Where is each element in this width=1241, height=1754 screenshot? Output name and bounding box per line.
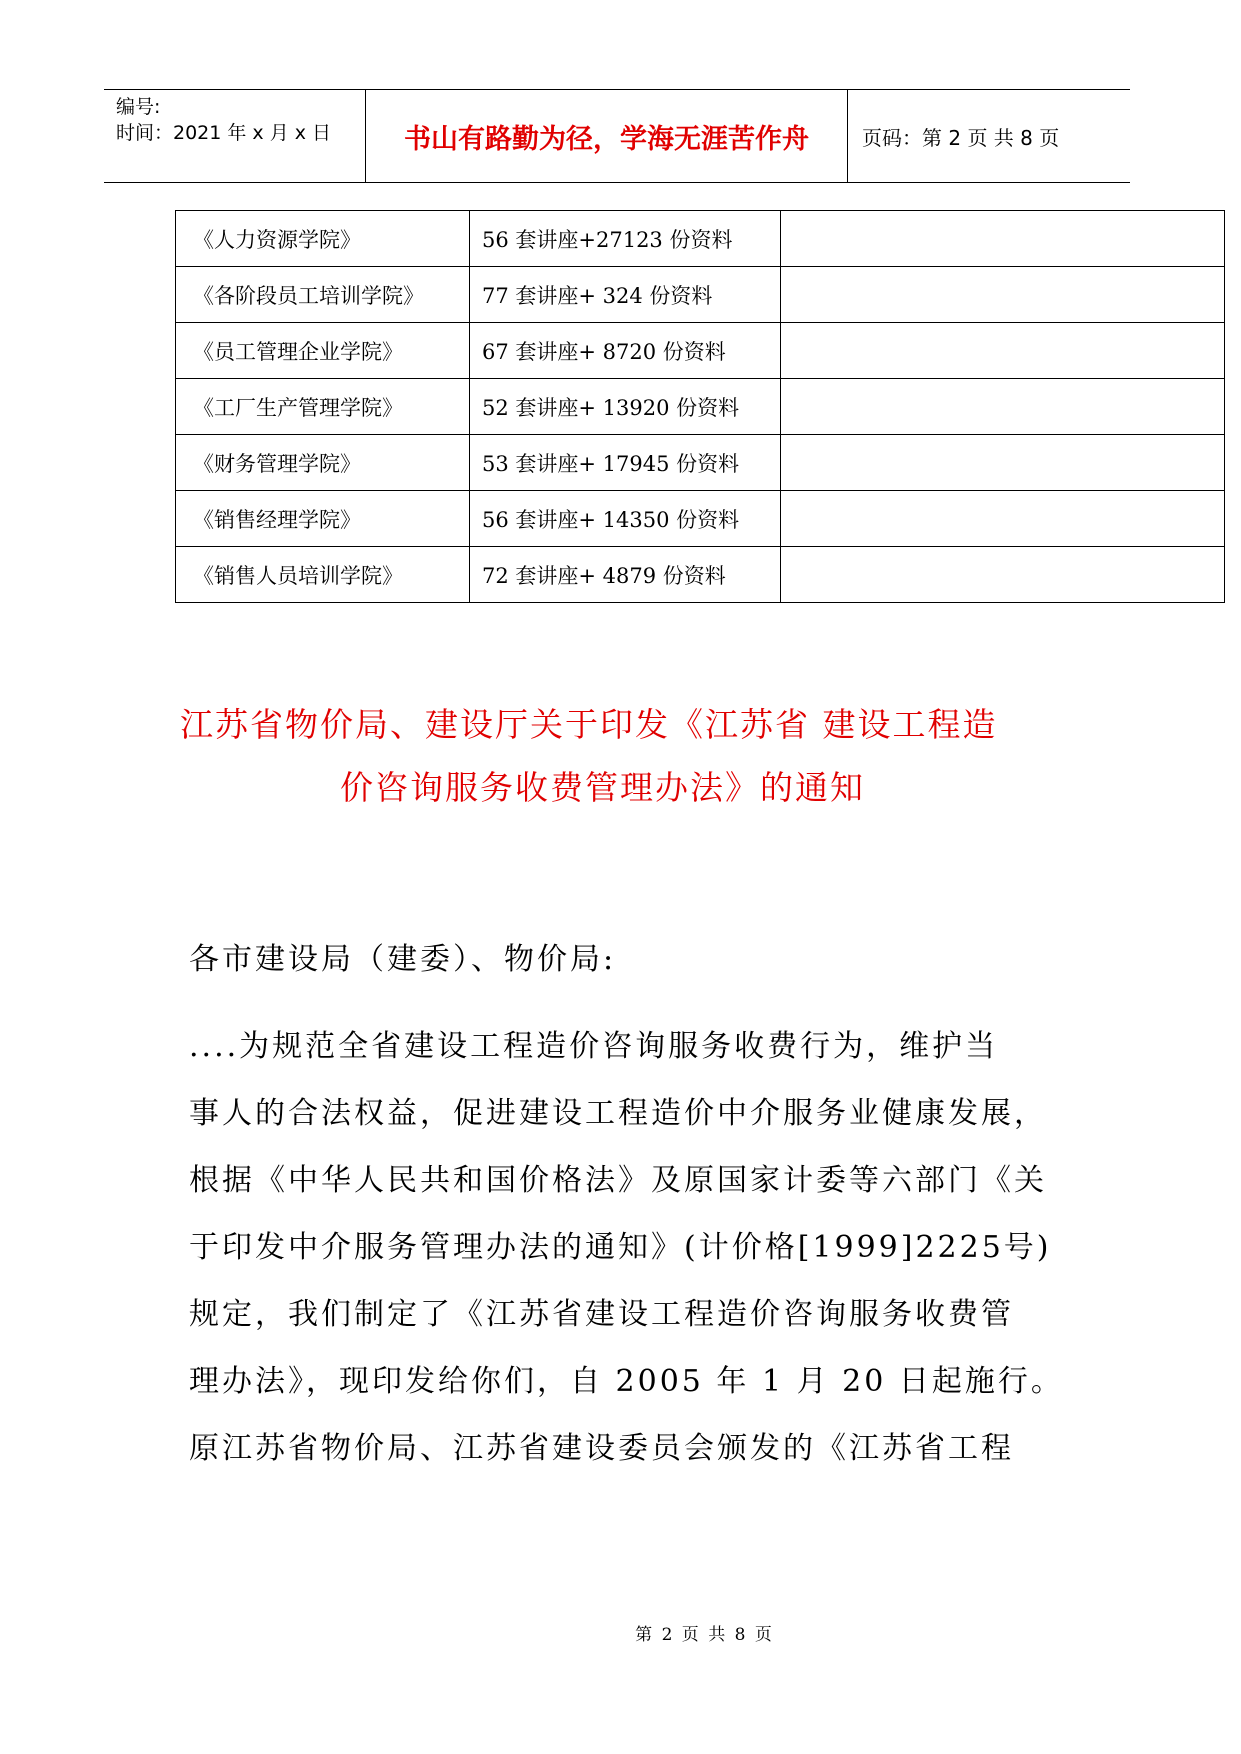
- body-line: 根据《中华人民共和国价格法》及原国家计委等六部门《关: [189, 1163, 1047, 1198]
- notice-title-line-2: 价咨询服务收费管理办法》的通知: [340, 768, 865, 807]
- table-row: [176, 267, 1225, 323]
- header-page-info: 页码：第 2 页 共 8 页: [862, 125, 1060, 150]
- body-line: 规定，我们制定了《江苏省建设工程造价咨询服务收费管: [189, 1297, 1014, 1332]
- table-row: [176, 547, 1225, 603]
- table-row: [176, 379, 1225, 435]
- course-content-cell: 56 套讲座+27123 份资料: [470, 211, 781, 267]
- course-extra-cell: [781, 211, 1225, 267]
- course-content-cell: 77 套讲座+ 324 份资料: [470, 267, 781, 323]
- header-motto: 书山有路勤为径，学海无涯苦作舟: [404, 123, 809, 155]
- course-extra-cell: [781, 267, 1225, 323]
- body-line: 理办法》，现印发给你们，自 2005 年 1 月 20 日起施行。: [189, 1364, 1064, 1399]
- course-name-cell: 《员工管理企业学院》: [176, 323, 470, 379]
- body-paragraph: [189, 1013, 1069, 1482]
- course-content-cell: 67 套讲座+ 8720 份资料: [470, 323, 781, 379]
- course-extra-cell: [781, 547, 1225, 603]
- notice-title: [180, 693, 1060, 819]
- course-name-cell: 《销售经理学院》: [176, 491, 470, 547]
- salutation: 各市建设局（建委）、物价局:: [189, 942, 617, 977]
- course-name-cell: 《财务管理学院》: [176, 435, 470, 491]
- time-label: 时间：2021 年 x 月 x 日: [116, 122, 332, 144]
- course-table: [175, 210, 1225, 603]
- table-row: [176, 211, 1225, 267]
- course-extra-cell: [781, 435, 1225, 491]
- notice-title-line-1: 江苏省物价局、建设厅关于印发《江苏省 建设工程造: [180, 705, 998, 744]
- header-meta: [116, 94, 331, 146]
- body-line: 于印发中介服务管理办法的通知》(计价格[1999]2225号): [189, 1230, 1052, 1265]
- table-row: [176, 491, 1225, 547]
- course-name-cell: 《工厂生产管理学院》: [176, 379, 470, 435]
- page-header: [104, 89, 1130, 183]
- body-line: ....为规范全省建设工程造价咨询服务收费行为，维护当: [189, 1029, 999, 1064]
- body-line: 事人的合法权益，促进建设工程造价中介服务业健康发展，: [189, 1096, 1047, 1131]
- table-row: [176, 435, 1225, 491]
- course-extra-cell: [781, 379, 1225, 435]
- notice-body: [189, 940, 1069, 1482]
- course-content-cell: 72 套讲座+ 4879 份资料: [470, 547, 781, 603]
- course-extra-cell: [781, 323, 1225, 379]
- course-name-cell: 《各阶段员工培训学院》: [176, 267, 470, 323]
- course-name-cell: 《销售人员培训学院》: [176, 547, 470, 603]
- number-label: 编号:: [116, 96, 161, 118]
- course-content-cell: 52 套讲座+ 13920 份资料: [470, 379, 781, 435]
- course-name-cell: 《人力资源学院》: [176, 211, 470, 267]
- course-content-cell: 56 套讲座+ 14350 份资料: [470, 491, 781, 547]
- header-divider: [847, 90, 848, 182]
- body-line: 原江苏省物价局、江苏省建设委员会颁发的《江苏省工程: [189, 1431, 1014, 1466]
- page-footer: 第 2 页 共 8 页: [635, 1625, 774, 1645]
- course-content-cell: 53 套讲座+ 17945 份资料: [470, 435, 781, 491]
- table-row: [176, 323, 1225, 379]
- course-extra-cell: [781, 491, 1225, 547]
